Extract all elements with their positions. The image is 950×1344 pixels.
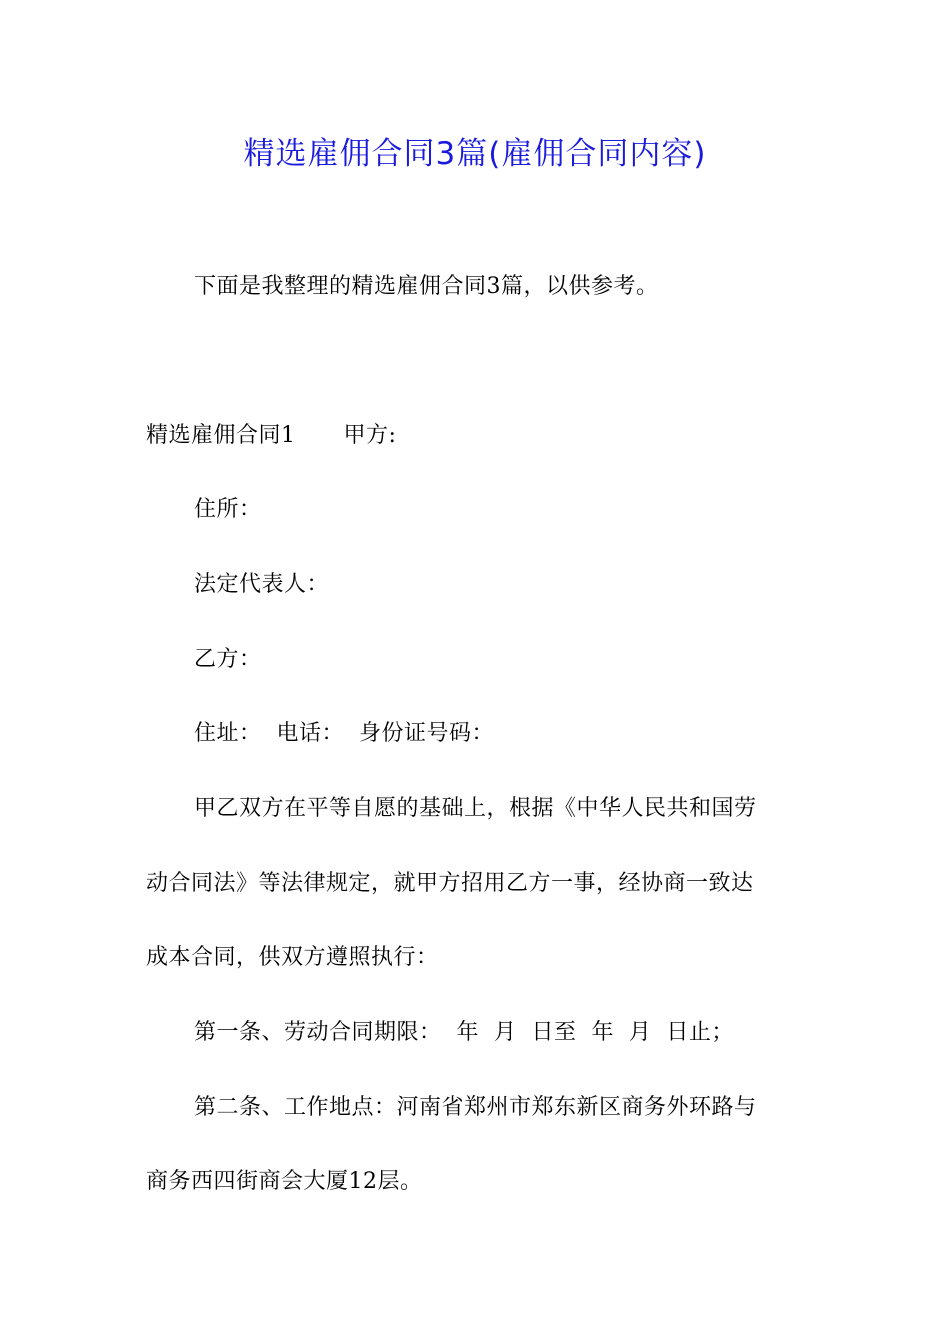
article-2-line-2: 商务西四街商会大厦12层。	[146, 1169, 423, 1194]
party-b-line: 乙方：	[194, 647, 262, 672]
paragraph-1-line-3: 成本合同，供双方遵照执行：	[146, 945, 439, 970]
document-title: 精选雇佣合同3篇(雇佣合同内容)	[243, 136, 707, 172]
party-a-label: 甲方:	[343, 423, 397, 448]
paragraph-1-line-2: 动合同法》等法律规定，就甲方招用乙方一事，经协商一致达	[146, 871, 754, 896]
legal-representative-line: 法定代表人：	[194, 572, 330, 597]
article-2-line-1: 第二条、工作地点：河南省郑州市郑东新区商务外环路与	[194, 1095, 757, 1120]
residence-line: 住所：	[194, 497, 262, 522]
intro-paragraph: 下面是我整理的精选雇佣合同3篇，以供参考。	[194, 274, 659, 299]
paragraph-1-line-1: 甲乙双方在平等自愿的基础上，根据《中华人民共和国劳	[194, 796, 757, 821]
article-1-line: 第一条、劳动合同期限： 年 月 日至 年 月 日止；	[194, 1020, 734, 1045]
section-heading: 精选雇佣合同1	[146, 423, 296, 448]
address-line: 住址： 电话： 身份证号码：	[194, 721, 494, 746]
section-heading-line	[146, 421, 806, 451]
